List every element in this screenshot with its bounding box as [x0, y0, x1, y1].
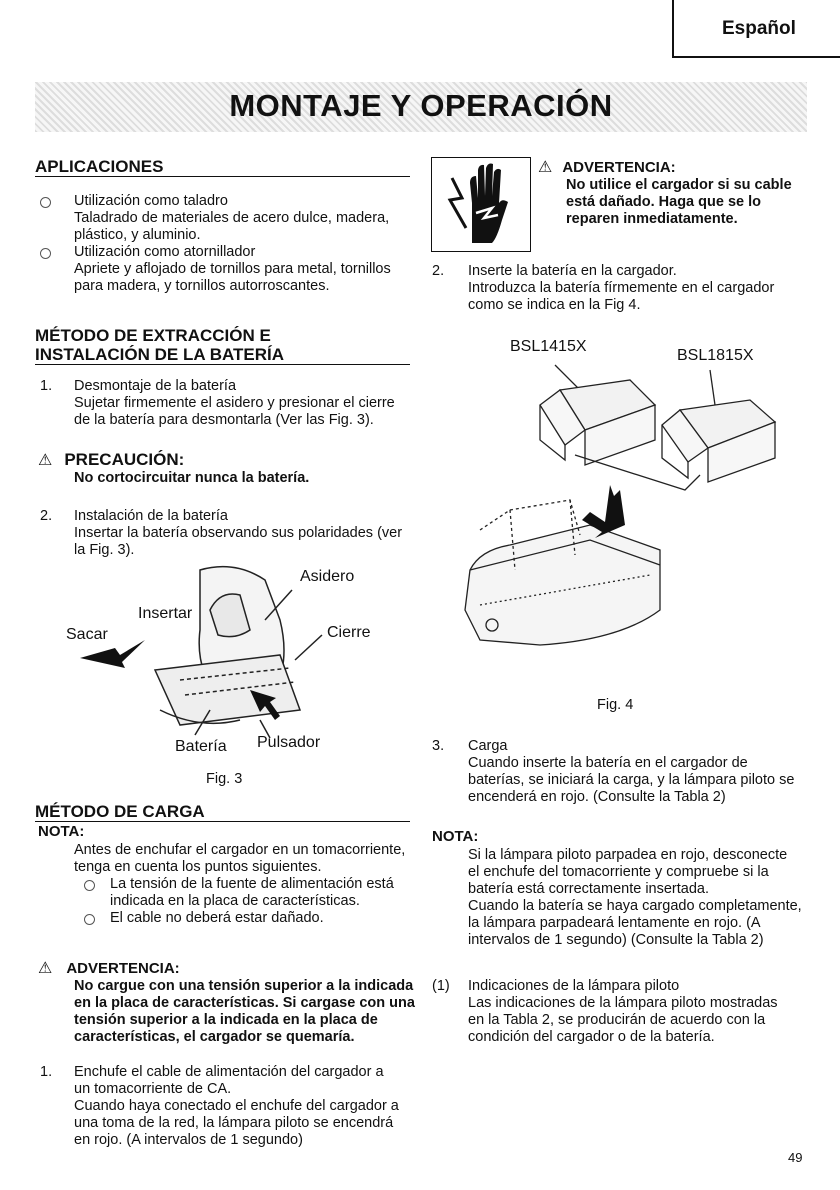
step-title: Carga	[468, 738, 508, 754]
metodo-carga-heading: MÉTODO DE CARGA	[35, 802, 410, 822]
page-number: 49	[788, 1150, 803, 1165]
nota-label-right: NOTA:	[432, 828, 479, 845]
nota-line: Si la lámpara piloto parpadea en rojo, desconecte	[468, 847, 788, 863]
step-text: Inserte la batería en la cargador.	[468, 263, 677, 279]
fig3-label-asidero: Asidero	[300, 568, 355, 585]
warning-line: características, el cargador se quemaría.	[74, 1029, 355, 1045]
electric-shock-hand-icon	[432, 158, 529, 250]
step-text: un tomacorriente de CA.	[74, 1081, 232, 1097]
list-item: Utilización como atornillador	[74, 244, 256, 260]
nota-line: Antes de enchufar el cargador en un tomacorriente,	[74, 842, 406, 858]
step-text: Cuando inserte la batería en el cargador de	[468, 755, 748, 771]
carga-step-1	[40, 1064, 420, 1149]
warning-triangle-icon: ⚠	[38, 452, 53, 469]
warning-title: ADVERTENCIA:	[562, 159, 676, 176]
step-text: una toma de la red, la lámpara piloto se encendrá	[74, 1115, 394, 1131]
heading-line: MÉTODO DE EXTRACCIÓN E	[35, 326, 271, 345]
nota-line: intervalos de 1 segundo) (Consulte la Tabla 2)	[468, 932, 764, 948]
step-text: de la batería para desmontarla (Ver las Fig. 3).	[74, 412, 374, 428]
item-text: en la Tabla 2, se producirán de acuerdo con la	[468, 1012, 766, 1028]
step-text: encenderá en rojo. (Consulte la Tabla 2)	[468, 789, 726, 805]
step-number: 1.	[40, 1064, 53, 1080]
warning-text	[38, 978, 419, 1046]
bateria-step-2	[40, 508, 420, 559]
caution-block	[38, 450, 418, 487]
section-banner	[35, 82, 807, 132]
nota-item: La tensión de la fuente de alimentación está	[110, 876, 394, 892]
warning-line: tensión superior a la indicada en la placa de	[74, 1012, 378, 1028]
item-text: Las indicaciones de la lámpara piloto mostradas	[468, 995, 778, 1011]
warning-line: en la placa de características. Si cargase con una	[74, 995, 415, 1011]
list-item-detail: para madera, y tornillos autorroscantes.	[74, 278, 330, 294]
bullet-circle-icon	[84, 914, 95, 925]
shock-warning-box	[431, 157, 531, 252]
step-number: 3.	[432, 738, 445, 754]
warning-text	[538, 177, 806, 228]
step-number: 1.	[40, 378, 53, 394]
fig3-label-bateria: Batería	[175, 738, 227, 755]
banner-title: MONTAJE Y OPERACIÓN	[229, 88, 613, 123]
warning-triangle-icon: ⚠	[38, 960, 53, 977]
fig4-caption: Fig. 4	[597, 697, 634, 713]
item-text: condición del cargador o de la batería.	[468, 1029, 715, 1045]
list-item-detail: Taladrado de materiales de acero dulce, madera,	[74, 210, 390, 226]
nota-item: indicada en la placa de características.	[110, 893, 360, 909]
fig3-label-cierre: Cierre	[327, 624, 371, 641]
item-number: (1)	[432, 978, 450, 994]
nota-body-right	[468, 847, 813, 949]
warning-triangle-icon: ⚠	[538, 159, 553, 176]
fig3-drill-illustration	[60, 560, 400, 760]
fig3-caption: Fig. 3	[206, 771, 243, 787]
step-title: Desmontaje de la batería	[74, 378, 237, 394]
step-text: Cuando haya conectado el enchufe del cargador a	[74, 1098, 399, 1114]
list-item-detail: Apriete y aflojado de tornillos para metal, tornillos	[74, 261, 391, 277]
warning-block-right	[538, 157, 808, 228]
step-number: 2.	[432, 263, 445, 279]
item-title: Indicaciones de la lámpara piloto	[468, 978, 680, 994]
nota-label: NOTA:	[38, 823, 85, 840]
step-text: Introduzca la batería fírmemente en el cargador	[468, 280, 775, 296]
step-text: Sujetar firmemente el asidero y presionar el cierre	[74, 395, 395, 411]
fig4-label-bsl1415x: BSL1415X	[510, 338, 587, 355]
fig3-label-pulsador: Pulsador	[257, 734, 321, 751]
step-text: como se indica en la Fig 4.	[468, 297, 641, 313]
step-text: baterías, se iniciará la carga, y la lámpara piloto se	[468, 772, 795, 788]
nota-line: el enchufe del tomacorriente y compruebe si la	[468, 864, 769, 880]
right-step-3	[432, 738, 812, 806]
fig3-label-sacar: Sacar	[66, 626, 108, 643]
step-text: Insertar la batería observando sus polaridades (ver	[74, 525, 403, 541]
right-step-2	[432, 263, 812, 314]
nota-body	[74, 842, 419, 927]
metodo-bateria-heading	[35, 326, 410, 365]
warning-title: ADVERTENCIA:	[66, 960, 180, 977]
nota-line: batería está correctamente insertada.	[468, 881, 709, 897]
list-item-detail: plástico, y aluminio.	[74, 227, 201, 243]
aplicaciones-list	[40, 193, 420, 295]
warning-line: está dañado. Haga que se lo	[566, 194, 761, 210]
fig4-charger-illustration	[440, 360, 810, 690]
caution-title: PRECAUCIÓN:	[64, 450, 185, 469]
heading-line: INSTALACIÓN DE LA BATERÍA	[35, 345, 285, 364]
caution-text: No cortocircuitar nunca la batería.	[74, 470, 310, 486]
bullet-circle-icon	[40, 197, 51, 208]
fig3-label-insertar: Insertar	[138, 605, 193, 622]
list-item: Utilización como taladro	[74, 193, 228, 209]
step-text: Enchufe el cable de alimentación del cargador a	[74, 1064, 384, 1080]
step-title: Instalación de la batería	[74, 508, 228, 524]
nota-line: la lámpara parpadeará lentamente en rojo. (A	[468, 915, 761, 931]
language-label: Español	[722, 18, 796, 39]
right-item-1	[432, 978, 812, 1046]
nota-item: El cable no deberá estar dañado.	[110, 910, 324, 926]
language-tab	[672, 0, 840, 58]
nota-line: tenga en cuenta los puntos siguientes.	[74, 859, 322, 875]
warning-line: No cargue con una tensión superior a la indicada	[74, 978, 414, 994]
warning-block-left	[38, 958, 418, 1046]
fig4-label-bsl1815x: BSL1815X	[677, 347, 754, 364]
aplicaciones-heading: APLICACIONES	[35, 157, 410, 177]
step-text: la Fig. 3).	[74, 542, 135, 558]
warning-line: No utilice el cargador si su cable	[566, 177, 792, 193]
bullet-circle-icon	[84, 880, 95, 891]
bullet-circle-icon	[40, 248, 51, 259]
bateria-step-1	[40, 378, 420, 429]
nota-line: Cuando la batería se haya cargado completamente,	[468, 898, 802, 914]
step-text: en rojo. (A intervalos de 1 segundo)	[74, 1132, 303, 1148]
warning-line: reparen inmediatamente.	[566, 211, 738, 227]
step-number: 2.	[40, 508, 53, 524]
